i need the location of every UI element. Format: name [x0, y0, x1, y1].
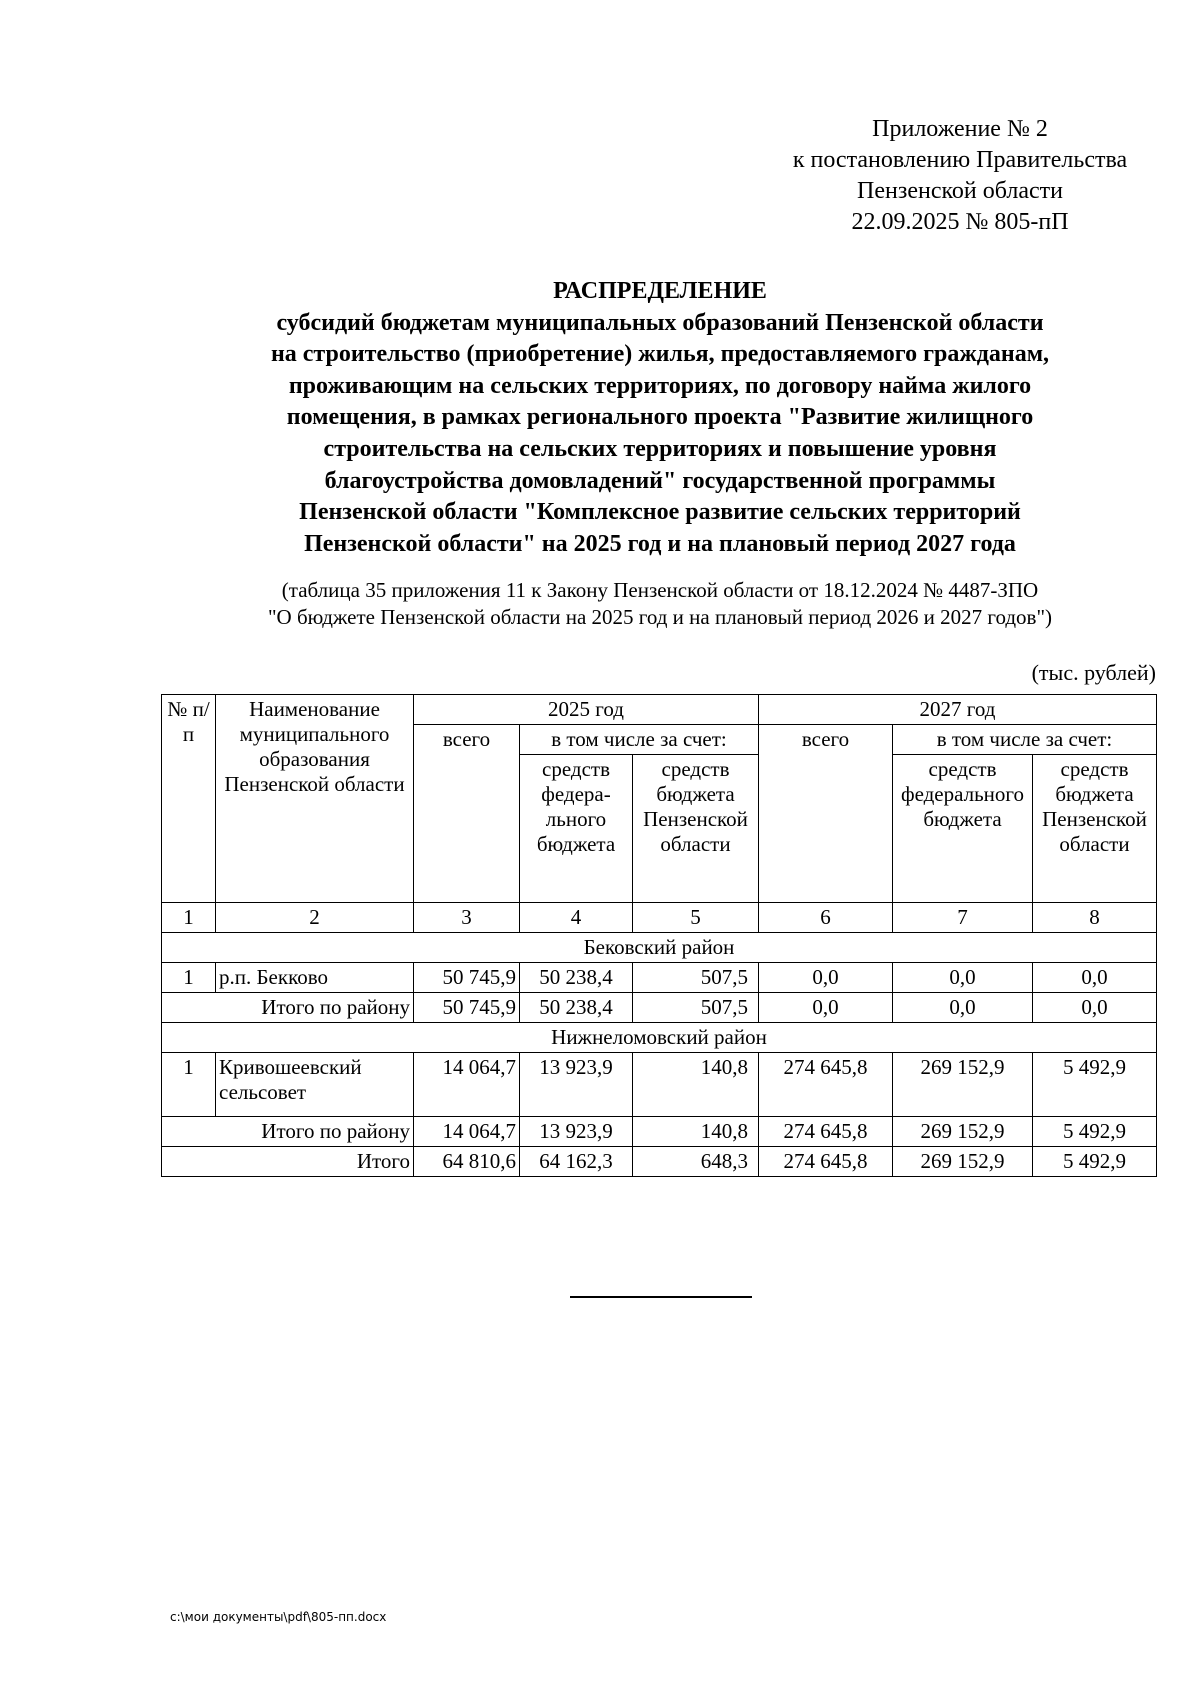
grand-total-label: Итого — [162, 1147, 414, 1177]
appendix-date-number: 22.09.2025 № 805-пП — [851, 209, 1069, 235]
district-row — [162, 933, 1157, 963]
value-cell: 50 745,9 — [414, 963, 520, 993]
title-heading: РАСПРЕДЕЛЕНИЕ — [553, 278, 767, 304]
col-number: 1 — [162, 903, 216, 933]
value-cell: 14 064,7 — [414, 1117, 520, 1147]
value-cell: 5 492,9 — [1033, 1053, 1157, 1117]
value-cell: 14 064,7 — [414, 1053, 520, 1117]
value-cell: 269 152,9 — [893, 1147, 1033, 1177]
value-cell: 140,8 — [633, 1117, 759, 1147]
units-label: (тыс. рублей) — [1031, 660, 1156, 685]
distribution-table — [161, 694, 1157, 1177]
value-cell: 0,0 — [759, 993, 893, 1023]
value-cell: 0,0 — [893, 993, 1033, 1023]
col-number: 2 — [216, 903, 414, 933]
end-separator-line — [570, 1296, 752, 1298]
col-number: 4 — [520, 903, 633, 933]
value-cell: 5 492,9 — [1033, 1147, 1157, 1177]
value-cell: 64 162,3 — [520, 1147, 633, 1177]
header-including-2025: в том числе за счет: — [520, 725, 759, 755]
title-line: проживающим на сельских территориях, по договору найма жилого — [288, 372, 1032, 399]
column-number-row — [162, 903, 1157, 933]
value-cell: 0,0 — [1033, 963, 1157, 993]
value-cell: 274 645,8 — [759, 1117, 893, 1147]
footer-file-path: c:\мои документы\pdf\805-пп.docx — [170, 1610, 387, 1624]
value-cell: 50 238,4 — [520, 993, 633, 1023]
table-row — [162, 963, 1157, 993]
value-cell: 269 152,9 — [893, 1053, 1033, 1117]
value-cell: 0,0 — [1033, 993, 1157, 1023]
row-num: 1 — [162, 963, 216, 993]
document-title — [130, 276, 1190, 560]
value-cell: 507,5 — [633, 963, 759, 993]
value-cell: 648,3 — [633, 1147, 759, 1177]
grand-total-row — [162, 1147, 1157, 1177]
header-year-2025: 2025 год — [414, 695, 759, 725]
value-cell: 274 645,8 — [759, 1147, 893, 1177]
document-subtitle — [130, 577, 1190, 631]
subtotal-label: Итого по району — [162, 1117, 414, 1147]
value-cell: 507,5 — [633, 993, 759, 1023]
header-num: № п/п — [162, 695, 216, 903]
value-cell: 269 152,9 — [893, 1117, 1033, 1147]
appendix-number: Приложение № 2 — [872, 116, 1048, 142]
title-line: помещения, в рамках регионального проекта "Развитие жилищного — [286, 404, 1034, 431]
subtotal-row — [162, 993, 1157, 1023]
col-number: 3 — [414, 903, 520, 933]
subtotal-row — [162, 1117, 1157, 1147]
municipality-name: р.п. Бекково — [216, 963, 414, 993]
header-total-2027: всего — [759, 725, 893, 903]
value-cell: 64 810,6 — [414, 1147, 520, 1177]
header-year-2027: 2027 год — [759, 695, 1157, 725]
title-line: Пензенской области" на 2025 год и на плановый период 2027 года — [304, 530, 1016, 557]
header-reg-2025: средств бюджета Пензенской области — [633, 755, 759, 903]
value-cell: 50 745,9 — [414, 993, 520, 1023]
title-line: Пензенской области "Комплексное развитие сельских территорий — [299, 499, 1021, 526]
appendix-reference: к постановлению Правительства — [792, 147, 1128, 173]
value-cell: 140,8 — [633, 1053, 759, 1117]
value-cell: 13 923,9 — [520, 1117, 633, 1147]
col-number: 5 — [633, 903, 759, 933]
value-cell: 0,0 — [893, 963, 1033, 993]
value-cell: 5 492,9 — [1033, 1117, 1157, 1147]
value-cell: 50 238,4 — [520, 963, 633, 993]
appendix-block — [700, 114, 1200, 238]
header-fed-2025: средств федера-льного бюджета — [520, 755, 633, 903]
table-row — [162, 1053, 1157, 1117]
appendix-region: Пензенской области — [857, 178, 1063, 204]
row-num: 1 — [162, 1053, 216, 1117]
header-fed-2027: средств федерального бюджета — [893, 755, 1033, 903]
value-cell: 274 645,8 — [759, 1053, 893, 1117]
municipality-name: Кривошеевский сельсовет — [216, 1053, 414, 1117]
table-header-row — [162, 695, 1157, 725]
col-number: 6 — [759, 903, 893, 933]
subtitle-line: (таблица 35 приложения 11 к Закону Пензенской области от 18.12.2024 № 4487-ЗПО — [281, 578, 1039, 602]
value-cell: 13 923,9 — [520, 1053, 633, 1117]
title-line: благоустройства домовладений" государственной программы — [324, 467, 996, 494]
subtitle-line: "О бюджете Пензенской области на 2025 год и на плановый период 2026 и 2027 годов") — [267, 605, 1053, 629]
col-number: 7 — [893, 903, 1033, 933]
title-line: субсидий бюджетам муниципальных образований Пензенской области — [276, 309, 1044, 336]
header-name: Наименование муниципального образования Пензенской области — [216, 695, 414, 903]
title-line: строительства на сельских территориях и повышение уровня — [323, 435, 997, 462]
col-number: 8 — [1033, 903, 1157, 933]
district-row — [162, 1023, 1157, 1053]
district-name: Бековский район — [162, 933, 1157, 963]
title-line: на строительство (приобретение) жилья, предоставляемого гражданам, — [270, 341, 1050, 368]
header-total-2025: всего — [414, 725, 520, 903]
value-cell: 0,0 — [759, 963, 893, 993]
subtotal-label: Итого по району — [162, 993, 414, 1023]
district-name: Нижнеломовский район — [162, 1023, 1157, 1053]
header-reg-2027: средств бюджета Пензенской области — [1033, 755, 1157, 903]
header-including-2027: в том числе за счет: — [893, 725, 1157, 755]
